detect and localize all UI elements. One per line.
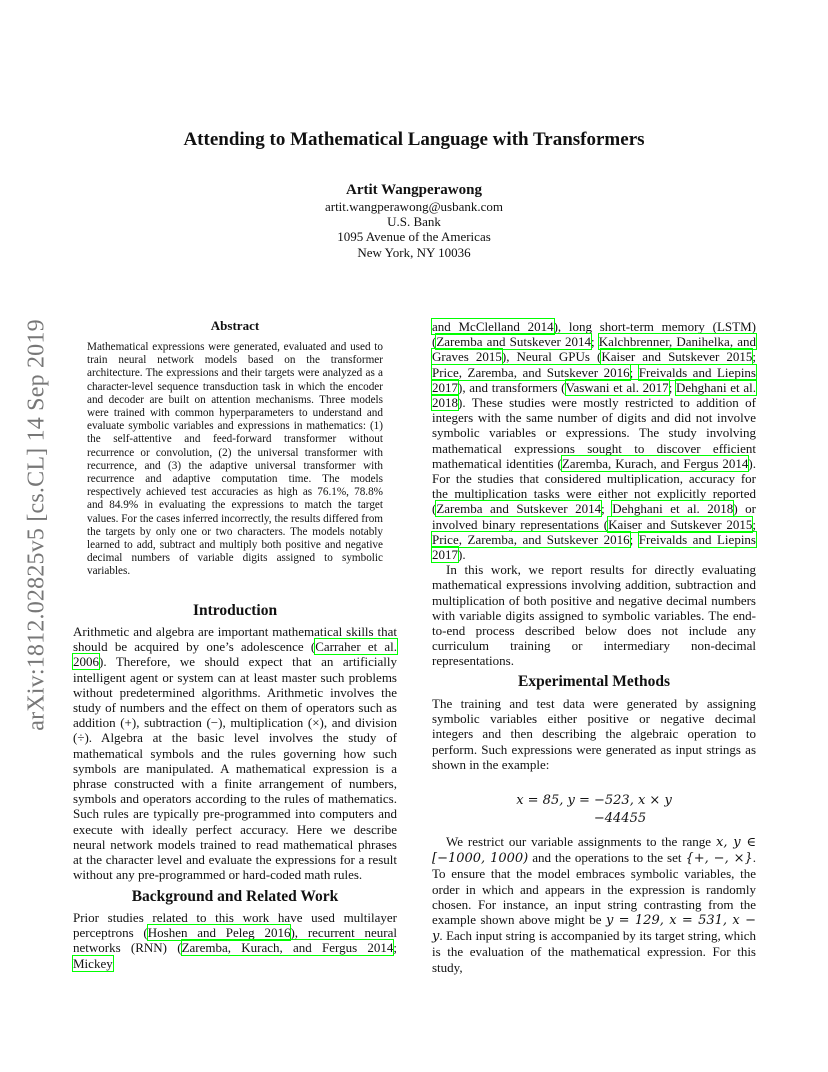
text: ), long short-term memory (LSTM) ( (432, 319, 756, 350)
citation-link[interactable]: Zaremba, Kurach, and Fergus 2014 (181, 940, 394, 956)
citation-link[interactable]: Kaiser and Sutskever 2015 (601, 349, 753, 365)
introduction-heading: Introduction (192, 602, 278, 619)
author-address-1: 1095 Avenue of the Americas (337, 229, 491, 245)
text: ). Therefore, we should expect that an artificially intelligent agent or system can at least master such problems without predetermined algorithms. Arithmetic involves the study of numbers and the effect on them of operators such as addition (+), subtraction (−), multiplication (×), and division (÷). Algebra at the basic level involves the study of mathematical symbols and the rules governing how such symbols are manipulated. A mathematical expression is a phrase constructed with a finite arrangement of numbers, symbols and operators according to the rules of mathematics. Such rules are typically pre-programmed into computers and execute with ideally perfect accuracy. Here we describe neural network models trained to read mathematical phrases at the character level and evaluate the expressions for a result without any pre-programmed or hard-coded math rules. (73, 654, 397, 883)
citation-link[interactable]: Mickey (73, 955, 113, 971)
text: ; (629, 364, 639, 380)
background-body-left (73, 910, 397, 971)
abstract-heading: Abstract (210, 318, 260, 333)
text: ; (629, 531, 639, 547)
text: ; (752, 349, 757, 365)
introduction-paragraph (73, 624, 397, 882)
text: . Each input string is accompanied by its target string, which is the evaluation of the mathematical expression. For this study, (432, 928, 756, 975)
methods-body (432, 696, 756, 772)
text: We restrict our variable assignments to the range (446, 834, 716, 849)
text: ; (668, 379, 677, 395)
author-block (0, 181, 828, 260)
math-inline: x, y ∈ [−1000, 1000) (432, 835, 756, 867)
text: ; (601, 501, 613, 517)
arxiv-side-label (17, 290, 57, 760)
text: ). (458, 547, 466, 563)
text: ). For the studies that considered multiplication, accuracy for the multiplication tasks were either not explicitly reported ( (432, 455, 757, 517)
citation-link[interactable]: Kaiser and Sutskever 2015 (608, 516, 753, 532)
math-inline: {+, −, ×} (685, 851, 753, 867)
methods-paragraph-1: The training and test data were generated by assigning symbolic variables either positive or negative decimal integers and then describing the algebraic operation to perform. Such expressions were generated as input strings as shown in the example: (432, 696, 756, 772)
background-paragraph-start (73, 910, 397, 971)
citation-link[interactable]: Dehghani et al. 2018 (432, 379, 756, 411)
citation-link[interactable]: Vaswani et al. 2017 (565, 379, 669, 395)
text: ), recurrent neural networks (RNN) ( (73, 925, 397, 956)
text: ; (393, 940, 397, 956)
text: Arithmetic and algebra are important mathematical skills that should be acquired by one’s adolescence ( (73, 624, 397, 655)
methods-paragraph-2 (432, 834, 756, 975)
paper-title: Attending to Mathematical Language with Transformers (183, 129, 645, 150)
methods-heading: Experimental Methods (518, 673, 670, 690)
citation-link[interactable]: Dehghani et al. 2018 (612, 501, 734, 517)
author-name: Artit Wangperawong (346, 182, 482, 198)
equation-input: x = 85, y = −523, x × y (516, 793, 672, 808)
citation-link[interactable]: Freivalds and Liepins 2017 (432, 531, 756, 563)
equation-target: −44455 (593, 811, 647, 826)
background-paragraph-cont (432, 319, 756, 562)
text: ). These studies were mostly restricted to addition of integers with the same number of digits and did not involve symbolic variables or expressions. The study involving mathematical expressions sought to discover efficient mathematical identities ( (432, 395, 756, 471)
citation-link[interactable]: and McClelland 2014 (432, 319, 554, 334)
text: ), Neural GPUs ( (501, 349, 602, 365)
background-paragraph-2: In this work, we report results for directly evaluating mathematical expressions involving addition, subtraction and multiplication of both positive and negative decimal numbers with variable digits assigned to symbolic variables. The end-to-end process described below does not include any curriculum training or intermediary non-decimal representations. (432, 562, 756, 669)
background-body-right (432, 319, 756, 669)
citation-link[interactable]: Kalchbrenner, Danihelka, and Graves 2015 (432, 334, 756, 365)
citation-link[interactable]: Zaremba, Kurach, and Fergus 2014 (561, 455, 749, 471)
author-org: U.S. Bank (387, 214, 441, 230)
background-heading: Background and Related Work (131, 888, 339, 905)
introduction-body (73, 624, 397, 882)
citation-link[interactable]: Zaremba and Sutskever 2014 (436, 334, 592, 350)
text: ) or involved binary representations ( (432, 501, 756, 532)
text: and the operations to the set (528, 850, 686, 866)
author-email: artit.wangperawong@usbank.com (324, 199, 504, 214)
abstract-text: Mathematical expressions were generated, evaluated and used to train neural network models based on the transformer architecture. The expressions and their targets were analyzed as a character-level sequence transduction task in which the encoder and decoder are built on attention mechanisms. Three models were trained with common hyperparameters to understand and evaluate symbolic variables and expressions in mathematics: (1) the self-attentive and feed-forward transformer without recurrence or convolution, (2) the universal transformer with recurrence, and (3) the adaptive universal transformer with recurrence and adaptive computation time. The models respectively achieved test accuracies as high as 76.1%, 78.8% and 84.9% in evaluating the expressions to match the target values. For the cases inferred incorrectly, the results differed from the targets by only one or two characters. The models notably learned to add, subtract and multiply both positive and negative decimal numbers of variable digits assigned to symbolic variables. (87, 341, 383, 578)
citation-link[interactable]: Carraher et al. 2006 (73, 639, 397, 670)
text: . To ensure that the model embraces symbolic variables, the order in which and appears in the expression is randomly chosen. For instance, an input string contrasting from the example shown above might be (432, 850, 757, 928)
citation-link[interactable]: Zaremba and Sutskever 2014 (436, 501, 602, 517)
text: Prior studies related to this work have used multilayer perceptrons ( (73, 910, 397, 941)
citation-link[interactable]: Price, Zaremba, and Sutskever 2016 (432, 531, 630, 547)
text: ; (591, 334, 599, 350)
math-inline: y = 129, x = 531, x − y (432, 913, 756, 945)
citation-link[interactable]: Freivalds and Liepins 2017 (432, 364, 756, 395)
citation-link[interactable]: Price, Zaremba, and Sutskever 2016 (432, 364, 630, 380)
methods-body-2 (432, 834, 756, 975)
arxiv-id: arXiv:1812.02825v5 [cs.CL] 14 Sep 2019 (23, 319, 50, 731)
citation-link[interactable]: Hoshen and Peleg 2016 (147, 925, 291, 941)
author-address-2: New York, NY 10036 (357, 244, 471, 260)
text: ), and transformers ( (458, 379, 566, 395)
text: ; (752, 516, 756, 532)
